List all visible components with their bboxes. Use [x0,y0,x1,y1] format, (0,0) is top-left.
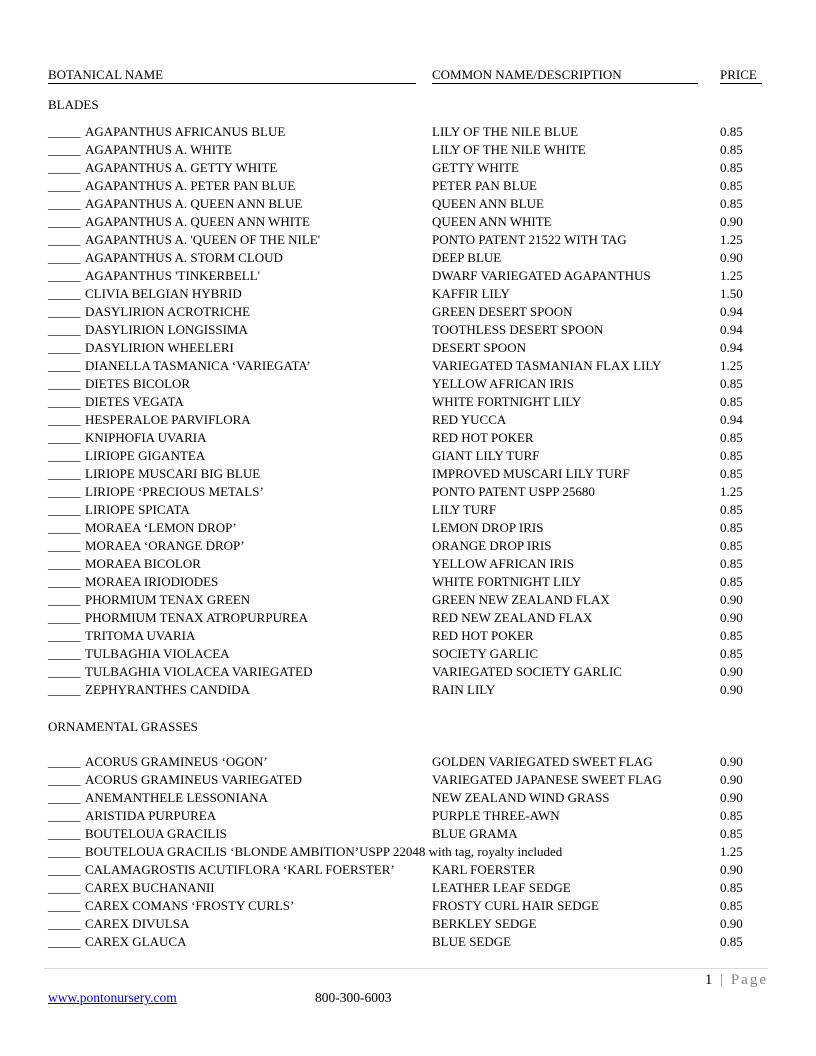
common-name: SOCIETY GARLIC [432,646,539,661]
botanical-name: CAREX GLAUCA [85,934,187,949]
header-price: PRICE [720,67,762,84]
order-blank: _____ [48,682,81,697]
common-name: VARIEGATED TASMANIAN FLAX LILY [432,358,662,373]
table-row [48,807,768,825]
botanical-name: LIRIOPE ‘PRECIOUS METALS’ [85,484,264,499]
price: 0.94 [720,304,743,319]
order-blank: _____ [48,592,81,607]
botanical-name: MORAEA ‘LEMON DROP’ [85,520,237,535]
price: 0.85 [720,646,743,661]
order-blank: _____ [48,466,81,481]
botanical-name: LIRIOPE MUSCARI BIG BLUE [85,466,261,481]
price: 0.85 [720,520,743,535]
common-name: TOOTHLESS DESERT SPOON [432,322,604,337]
table-row [48,555,768,573]
price: 0.90 [720,664,743,679]
table-row [48,465,768,483]
table-row [48,663,768,681]
table-row [48,267,768,285]
price: 0.85 [720,502,743,517]
botanical-name: KNIPHOFIA UVARIA [85,430,207,445]
table-row [48,249,768,267]
order-blank: _____ [48,772,81,787]
botanical-name: TULBAGHIA VIOLACEA VARIEGATED [85,664,313,679]
price: 0.85 [720,124,743,139]
botanical-name: AGAPANTHUS A. QUEEN ANN BLUE [85,196,303,211]
common-name: LILY OF THE NILE BLUE [432,124,579,139]
botanical-name: DIETES VEGATA [85,394,184,409]
table-row [48,591,768,609]
table-row [48,771,768,789]
botanical-name: ACORUS GRAMINEUS VARIEGATED [85,772,302,787]
order-blank: _____ [48,412,81,427]
botanical-name: HESPERALOE PARVIFLORA [85,412,251,427]
price: 0.90 [720,250,743,265]
table-row [48,753,768,771]
common-name: BERKLEY SEDGE [432,916,537,931]
botanical-name: AGAPANTHUS A. QUEEN ANN WHITE [85,214,310,229]
order-blank: _____ [48,304,81,319]
common-name: DEEP BLUE [432,250,502,265]
price: 0.94 [720,322,743,337]
header-botanical-name: BOTANICAL NAME [48,67,416,84]
order-blank: _____ [48,664,81,679]
order-blank: _____ [48,322,81,337]
common-name: WHITE FORTNIGHT LILY [432,394,582,409]
botanical-name: ANEMANTHELE LESSONIANA [85,790,269,805]
order-blank: _____ [48,376,81,391]
table-row [48,627,768,645]
order-blank: _____ [48,934,81,949]
price: 0.85 [720,196,743,211]
order-blank: _____ [48,520,81,535]
common-name: YELLOW AFRICAN IRIS [432,376,575,391]
table-row [48,501,768,519]
price: 0.90 [720,610,743,625]
price: 0.90 [720,772,743,787]
common-name: GOLDEN VARIEGATED SWEET FLAG [432,754,653,769]
common-name: RAIN LILY [432,682,496,697]
price: 0.85 [720,466,743,481]
price: 0.85 [720,628,743,643]
botanical-name: TRITOMA UVARIA [85,628,196,643]
order-blank: _____ [48,250,81,265]
order-blank: _____ [48,898,81,913]
botanical-name: CAREX DIVULSA [85,916,190,931]
price: 0.85 [720,934,743,949]
table-row [48,447,768,465]
botanical-name: AGAPANTHUS A. STORM CLOUD [85,250,283,265]
order-blank: _____ [48,286,81,301]
table-row [48,861,768,879]
order-blank: _____ [48,268,81,283]
common-name: DWARF VARIEGATED AGAPANTHUS [432,268,651,283]
table-row [48,303,768,321]
price: 0.85 [720,826,743,841]
botanical-name: ZEPHYRANTHES CANDIDA [85,682,251,697]
page-word: Page [730,972,768,988]
common-name: VARIEGATED SOCIETY GARLIC [432,664,622,679]
table-row [48,141,768,159]
botanical-name: PHORMIUM TENAX ATROPURPUREA [85,610,308,625]
order-blank: _____ [48,340,81,355]
botanical-name: DASYLIRION ACROTRICHE [85,304,251,319]
order-blank: _____ [48,646,81,661]
botanical-name: MORAEA IRIODIODES [85,574,219,589]
table-row [48,915,768,933]
order-blank: _____ [48,808,81,823]
table-row [48,375,768,393]
order-blank: _____ [48,880,81,895]
price: 0.85 [720,538,743,553]
botanical-name: CAREX BUCHANANII [85,880,215,895]
table-row [48,321,768,339]
common-name: YELLOW AFRICAN IRIS [432,556,575,571]
price: 0.85 [720,394,743,409]
price: 0.90 [720,862,743,877]
botanical-name: DASYLIRION LONGISSIMA [85,322,248,337]
table-row [48,789,768,807]
botanical-name: AGAPANTHUS AFRICANUS BLUE [85,124,286,139]
botanical-name: CAREX COMANS ‘FROSTY CURLS’ [85,898,295,913]
header-common-name: COMMON NAME/DESCRIPTION [432,67,698,84]
botanical-name: ACORUS GRAMINEUS ‘OGON’ [85,754,268,769]
table-row [48,645,768,663]
botanical-name: AGAPANTHUS A. GETTY WHITE [85,160,278,175]
common-name: PETER PAN BLUE [432,178,537,193]
table-row [48,231,768,249]
price: 1.25 [720,232,743,247]
price: 1.25 [720,268,743,283]
table-row [48,519,768,537]
page-number-value: 1 [704,972,715,988]
common-name: QUEEN ANN BLUE [432,196,544,211]
botanical-name: LIRIOPE GIGANTEA [85,448,206,463]
table-row [48,195,768,213]
common-name: ORANGE DROP IRIS [432,538,552,553]
order-blank: _____ [48,502,81,517]
table-row [48,879,768,897]
price: 0.85 [720,880,743,895]
botanical-name: AGAPANTHUS A. WHITE [85,142,232,157]
price: 0.85 [720,556,743,571]
page-separator: | [720,972,726,988]
order-blank: _____ [48,574,81,589]
order-blank: _____ [48,448,81,463]
price: 0.90 [720,790,743,805]
price: 0.85 [720,160,743,175]
common-name: BLUE GRAMA [432,826,518,841]
common-name: RED HOT POKER [432,430,534,445]
order-blank: _____ [48,214,81,229]
price: 1.25 [720,844,743,859]
table-row [48,159,768,177]
common-name: NEW ZEALAND WIND GRASS [432,790,610,805]
table-row [48,573,768,591]
common-name: DESERT SPOON [432,340,526,355]
common-name: IMPROVED MUSCARI LILY TURF [432,466,630,481]
botanical-name: DIANELLA TASMANICA ‘VARIEGATA’ [85,358,311,373]
order-blank: _____ [48,790,81,805]
common-name: KAFFIR LILY [432,286,510,301]
price: 0.85 [720,448,743,463]
table-row [48,897,768,915]
price: 1.50 [720,286,743,301]
common-name: FROSTY CURL HAIR SEDGE [432,898,599,913]
page-number [705,971,768,989]
common-name: VARIEGATED JAPANESE SWEET FLAG [432,772,662,787]
order-blank: _____ [48,394,81,409]
price: 0.85 [720,430,743,445]
price: 0.85 [720,898,743,913]
ornamental-grasses-list [48,753,768,951]
order-blank: _____ [48,196,81,211]
common-name: PONTO PATENT 21522 WITH TAG [432,232,627,247]
botanical-name: LIRIOPE SPICATA [85,502,190,517]
botanical-name: MORAEA ‘ORANGE DROP’ [85,538,245,553]
price: 0.90 [720,754,743,769]
table-row [48,681,768,699]
common-name: GETTY WHITE [432,160,520,175]
section-title-blades: BLADES [48,97,99,112]
order-blank: _____ [48,232,81,247]
order-blank: _____ [48,178,81,193]
order-blank: _____ [48,916,81,931]
common-name: PURPLE THREE-AWN [432,808,560,823]
common-name: RED HOT POKER [432,628,534,643]
common-name: LEMON DROP IRIS [432,520,544,535]
table-row [48,339,768,357]
common-name: BLUE SEDGE [432,934,512,949]
table-row [48,393,768,411]
common-name: GREEN NEW ZEALAND FLAX [432,592,610,607]
table-row [48,429,768,447]
botanical-name: AGAPANTHUS A. 'QUEEN OF THE NILE' [85,232,321,247]
common-name: LILY TURF [432,502,497,517]
common-name: LEATHER LEAF SEDGE [432,880,571,895]
table-row [48,285,768,303]
order-blank: _____ [48,754,81,769]
botanical-name: BOUTELOUA GRACILIS [85,826,227,841]
price: 0.90 [720,916,743,931]
section-title-ornamental-grasses: ORNAMENTAL GRASSES [48,719,198,734]
table-row [48,843,768,861]
table-row [48,483,768,501]
common-name: RED YUCCA [432,412,507,427]
table-row [48,177,768,195]
order-blank: _____ [48,160,81,175]
order-blank: _____ [48,142,81,157]
price: 0.94 [720,340,743,355]
blades-list [48,123,768,699]
botanical-name: ARISTIDA PURPUREA [85,808,217,823]
table-row [48,123,768,141]
order-blank: _____ [48,628,81,643]
table-row [48,411,768,429]
botanical-name: CALAMAGROSTIS ACUTIFLORA ‘KARL FOERSTER’ [85,862,395,877]
price: 0.85 [720,142,743,157]
order-blank: _____ [48,484,81,499]
order-blank: _____ [48,538,81,553]
common-name: PONTO PATENT USPP 25680 [432,484,595,499]
price: 0.85 [720,178,743,193]
common-name: KARL FOERSTER [432,862,536,877]
order-blank: _____ [48,826,81,841]
order-blank: _____ [48,862,81,877]
table-row [48,357,768,375]
price: 0.85 [720,574,743,589]
botanical-name: AGAPANTHUS A. PETER PAN BLUE [85,178,296,193]
price: 0.85 [720,376,743,391]
botanical-name: TULBAGHIA VIOLACEA [85,646,230,661]
footer-divider [44,968,768,969]
common-name: QUEEN ANN WHITE [432,214,552,229]
common-name: GIANT LILY TURF [432,448,540,463]
botanical-name: DASYLIRION WHEELERI [85,340,234,355]
order-blank: _____ [48,430,81,445]
order-blank: _____ [48,556,81,571]
botanical-name: BOUTELOUA GRACILIS ‘BLONDE AMBITION’USPP 22048 with tag, royalty included [85,844,563,859]
common-name: RED NEW ZEALAND FLAX [432,610,593,625]
table-row [48,933,768,951]
table-row [48,825,768,843]
common-name: WHITE FORTNIGHT LILY [432,574,582,589]
order-blank: _____ [48,610,81,625]
table-row [48,537,768,555]
price: 0.85 [720,808,743,823]
price: 1.25 [720,484,743,499]
order-blank: _____ [48,124,81,139]
botanical-name: DIETES BICOLOR [85,376,191,391]
common-name: LILY OF THE NILE WHITE [432,142,586,157]
price: 0.94 [720,412,743,427]
price: 0.90 [720,592,743,607]
botanical-name: PHORMIUM TENAX GREEN [85,592,251,607]
phone-number: 800-300-6003 [315,990,392,1005]
table-row [48,213,768,231]
botanical-name: MORAEA BICOLOR [85,556,201,571]
price: 0.90 [720,214,743,229]
website-link[interactable]: www.pontonursery.com [48,990,177,1005]
botanical-name: AGAPANTHUS 'TINKERBELL' [85,268,261,283]
price: 1.25 [720,358,743,373]
botanical-name: CLIVIA BELGIAN HYBRID [85,286,242,301]
price: 0.90 [720,682,743,697]
common-name: GREEN DESERT SPOON [432,304,573,319]
order-blank: _____ [48,358,81,373]
table-row [48,609,768,627]
order-blank: _____ [48,844,81,859]
